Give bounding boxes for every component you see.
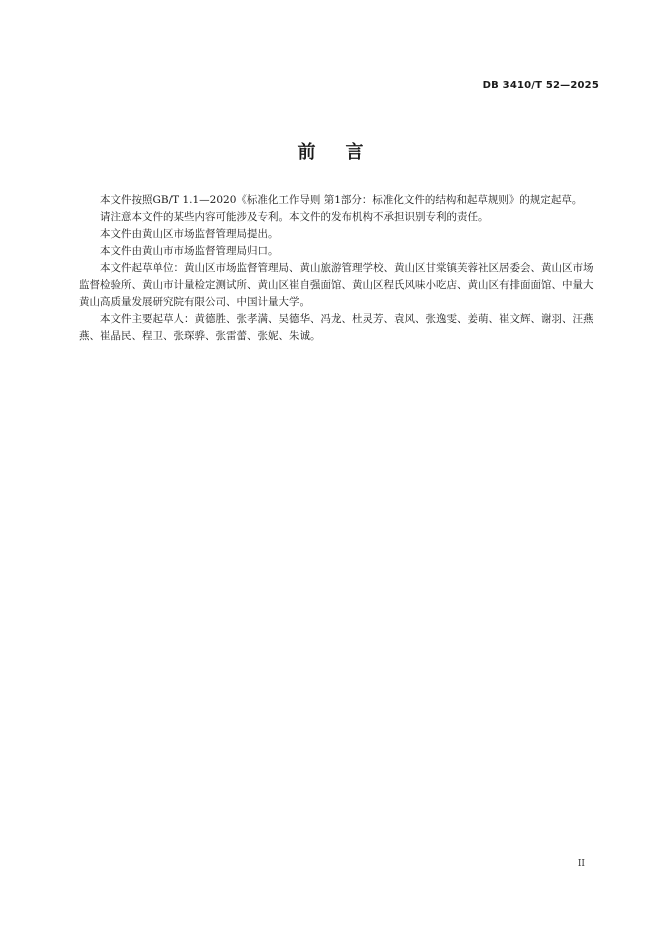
paragraph-patent-notice: 请注意本文件的某些内容可能涉及专利。本文件的发布机构不承担识别专利的责任。 — [100, 211, 489, 223]
paragraph-drafting-rules: 本文件按照GB/T 1.1—2020《标准化工作导则 第1部分：标准化文件的结构和起草规则》的规定起草。 — [100, 194, 583, 206]
paragraph-proposer: 本文件由黄山区市场监督管理局提出。 — [100, 228, 279, 240]
paragraph-drafting-units: 本文件起草单位：黄山区市场监督管理局、黄山旅游管理学校、黄山区甘棠镇芙蓉社区居委会、黄山区市场监督检验所、黄山市计量检定测试所、黄山区崔自强面馆、黄山区程氏风味小吃店、黄山区有排面面馆、中量大黄山高质量发展研究院有限公司、中国计量大学。 — [79, 262, 594, 308]
document-code: DB 3410/T 52—2025 — [482, 80, 599, 91]
paragraph-administrator: 本文件由黄山市市场监督管理局归口。 — [100, 245, 279, 257]
page-number: II — [577, 859, 585, 869]
page-title: 前 言 — [297, 142, 365, 163]
foreword-body — [79, 192, 601, 345]
paragraph-main-drafters: 本文件主要起草人：黄德胜、张孝满、吴德华、冯龙、杜灵芳、袁风、张逸雯、姜萌、崔文辉、谢羽、汪燕燕、崔晶民、程卫、张琛骅、张雷蕾、张妮、朱诚。 — [79, 313, 594, 342]
